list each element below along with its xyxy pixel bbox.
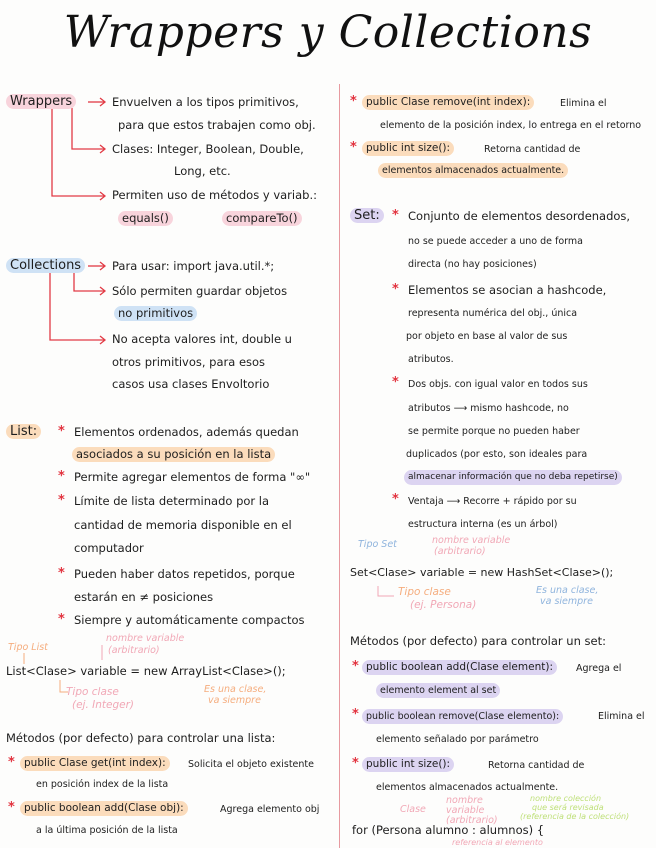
list-method-size-desc: Retorna cantidad de bbox=[484, 144, 581, 155]
set-bullet-3-line-2: atributos ⟶ mismo hashcode, no bbox=[408, 403, 569, 414]
column-divider bbox=[339, 84, 340, 848]
list-method-add-desc-2: a la última posición de la lista bbox=[36, 825, 178, 836]
star-icon: * bbox=[8, 800, 15, 815]
set-bullet-3-line-4: duplicados (por esto, son ideales para bbox=[406, 449, 588, 460]
compareto-method: compareTo() bbox=[222, 211, 302, 226]
collections-noaccept-1: No acepta valores int, double u bbox=[112, 332, 292, 346]
list-method-add-desc: Agrega elemento obj bbox=[220, 804, 320, 815]
wrappers-desc-1: Envuelven a los tipos primitivos, bbox=[112, 95, 299, 109]
list-bullet-2: Permite agregar elementos de forma "∞" bbox=[74, 470, 311, 484]
for-code: for (Persona alumno : alumnos) { bbox=[352, 823, 545, 837]
anno-nombre2-b: variable bbox=[446, 805, 485, 816]
set-method-add-desc: Agrega el bbox=[576, 663, 622, 674]
anno-green-3: (referencia de la colección) bbox=[520, 812, 630, 821]
anno-misma-set-1: Es una clase, bbox=[536, 585, 599, 596]
anno-arbitrario: (arbitrario) bbox=[108, 645, 160, 656]
star-icon: * bbox=[58, 424, 65, 439]
star-icon: * bbox=[352, 707, 359, 722]
set-bullet-2-line-1: Elementos se asocian a hashcode, bbox=[408, 283, 607, 297]
list-bullet-3-line-1: Límite de lista determinado por la bbox=[74, 494, 270, 508]
list-code: List<Clase> variable = new ArrayList<Clase>(); bbox=[6, 664, 286, 678]
star-icon: * bbox=[352, 659, 359, 674]
anno-misma-1: Es una clase, bbox=[204, 684, 267, 695]
list-bullet-3-line-3: computador bbox=[74, 541, 144, 555]
set-bullet-3-line-3: se permite porque no pueden haber bbox=[408, 426, 580, 437]
set-method-remove: public boolean remove(Clase elemento): bbox=[362, 709, 563, 724]
set-method-size-desc-2: elementos almacenados actualmente. bbox=[376, 782, 559, 793]
anno-green-1: nombre colección bbox=[530, 794, 602, 803]
anno-green-2: que será revisada bbox=[532, 803, 604, 812]
anno-nombre2-c: (arbitrario) bbox=[446, 815, 498, 826]
anno-ej-set: (ej. Persona) bbox=[410, 599, 477, 611]
set-heading: Set: bbox=[350, 208, 384, 223]
star-icon: * bbox=[392, 492, 399, 507]
list-bullet-5: Siempre y automáticamente compactos bbox=[74, 613, 305, 627]
star-icon: * bbox=[392, 375, 399, 390]
collections-noaccept-2: otros primitivos, para esos bbox=[112, 355, 266, 369]
set-bullet-1-line-3: directa (no hay posiciones) bbox=[408, 259, 537, 270]
set-bullet-3-line-1: Dos objs. con igual valor en todos sus bbox=[408, 379, 588, 390]
star-icon: * bbox=[58, 493, 65, 508]
wrappers-classes-1: Clases: Integer, Boolean, Double, bbox=[112, 142, 304, 156]
star-icon: * bbox=[58, 469, 65, 484]
star-icon: * bbox=[350, 140, 357, 155]
anno-misma-set-2: va siempre bbox=[540, 596, 593, 607]
set-method-remove-desc: Elimina el bbox=[598, 711, 645, 722]
anno-tipo-clase-set: Tipo clase bbox=[398, 586, 451, 598]
equals-method: equals() bbox=[118, 211, 173, 226]
star-icon: * bbox=[58, 566, 65, 581]
list-bullet-1-line-1: Elementos ordenados, además quedan bbox=[74, 425, 299, 439]
set-bullet-4-line-2: estructura interna (es un árbol) bbox=[408, 519, 558, 530]
collections-use: Para usar: import java.util.*; bbox=[112, 259, 275, 273]
set-code: Set<Clase> variable = new HashSet<Clase>(); bbox=[350, 566, 614, 579]
star-icon: * bbox=[352, 756, 359, 771]
anno-nombre2-a: nombre bbox=[446, 795, 483, 806]
list-bullet-3-line-2: cantidad de memoria disponible en el bbox=[74, 518, 292, 532]
list-bullet-4-line-2: estarán en ≠ posiciones bbox=[74, 590, 214, 604]
anno-nombre: nombre variable bbox=[106, 633, 185, 644]
set-method-size-desc: Retorna cantidad de bbox=[488, 760, 585, 771]
list-method-size: public int size(): bbox=[362, 141, 454, 156]
set-method-remove-desc-2: elemento señalado por parámetro bbox=[376, 734, 539, 745]
wrappers-heading: Wrappers bbox=[6, 94, 76, 109]
list-bullet-1-line-2: asociados a su posición en la lista bbox=[72, 447, 275, 462]
star-icon: * bbox=[8, 755, 15, 770]
collections-noaccept-3: casos usa clases Envoltorio bbox=[112, 377, 270, 391]
set-bullet-4-line-1: Ventaja ⟶ Recorre + rápido por su bbox=[408, 496, 577, 507]
set-bullet-2-line-2: representa numérica del obj., única bbox=[408, 308, 578, 319]
page-title: Wrappers y Collections bbox=[63, 7, 593, 58]
anno-nombre-set: nombre variable bbox=[432, 535, 511, 546]
anno-ej: (ej. Integer) bbox=[72, 699, 135, 711]
wrappers-methods-line: Permiten uso de métodos y variab.: bbox=[112, 188, 317, 202]
wrappers-classes-2: Long, etc. bbox=[174, 164, 231, 178]
anno-misma-2: va siempre bbox=[208, 695, 261, 706]
list-method-size-desc-2: elementos almacenados actualmente. bbox=[378, 163, 568, 178]
anno-tipo-set: Tipo Set bbox=[358, 539, 397, 550]
list-method-remove-desc-2: elemento de la posición index, lo entrega en el retorno bbox=[380, 120, 642, 131]
star-icon: * bbox=[392, 208, 399, 223]
set-bullet-2-line-3: por objeto en base al valor de sus bbox=[406, 331, 568, 342]
set-bullet-3-line-5: almacenar información que no deba repetirse) bbox=[404, 470, 622, 485]
set-method-add-desc-2: elemento element al set bbox=[376, 683, 500, 698]
set-bullet-1-line-1: Conjunto de elementos desordenados, bbox=[408, 209, 631, 223]
collections-only-2: no primitivos bbox=[114, 306, 197, 321]
anno-clase: Clase bbox=[400, 804, 426, 815]
collections-only-1: Sólo permiten guardar objetos bbox=[112, 284, 288, 298]
list-methods-title: Métodos (por defecto) para controlar una lista: bbox=[6, 731, 276, 745]
set-bullet-1-line-2: no se puede acceder a uno de forma bbox=[408, 236, 583, 247]
set-method-size: public int size(): bbox=[362, 757, 454, 772]
list-method-get-desc-2: en posición index de la lista bbox=[36, 779, 169, 790]
star-icon: * bbox=[392, 282, 399, 297]
star-icon: * bbox=[350, 94, 357, 109]
anno-tipo-list: Tipo List bbox=[8, 642, 48, 653]
list-method-get-desc: Solicita el objeto existente bbox=[188, 759, 314, 770]
set-method-add: public boolean add(Clase element): bbox=[362, 660, 557, 675]
anno-arbitrario-set: (arbitrario) bbox=[434, 546, 486, 557]
set-bullet-2-line-4: atributos. bbox=[408, 354, 454, 365]
wrappers-desc-2: para que estos trabajen como obj. bbox=[118, 118, 316, 132]
list-heading: List: bbox=[6, 424, 41, 439]
set-methods-title: Métodos (por defecto) para controlar un set: bbox=[350, 634, 606, 648]
collections-heading: Collections bbox=[6, 258, 85, 273]
anno-ref: referencia al elemento bbox=[452, 838, 543, 847]
list-method-get: public Clase get(int index): bbox=[20, 756, 170, 771]
star-icon: * bbox=[58, 612, 65, 627]
anno-tipo-clase: Tipo clase bbox=[66, 686, 119, 698]
list-bullet-4-line-1: Pueden haber datos repetidos, porque bbox=[74, 567, 295, 581]
list-method-remove: public Clase remove(int index): bbox=[362, 95, 534, 110]
list-method-add: public boolean add(Clase obj): bbox=[20, 801, 188, 816]
list-method-remove-desc: Elimina el bbox=[560, 98, 607, 109]
